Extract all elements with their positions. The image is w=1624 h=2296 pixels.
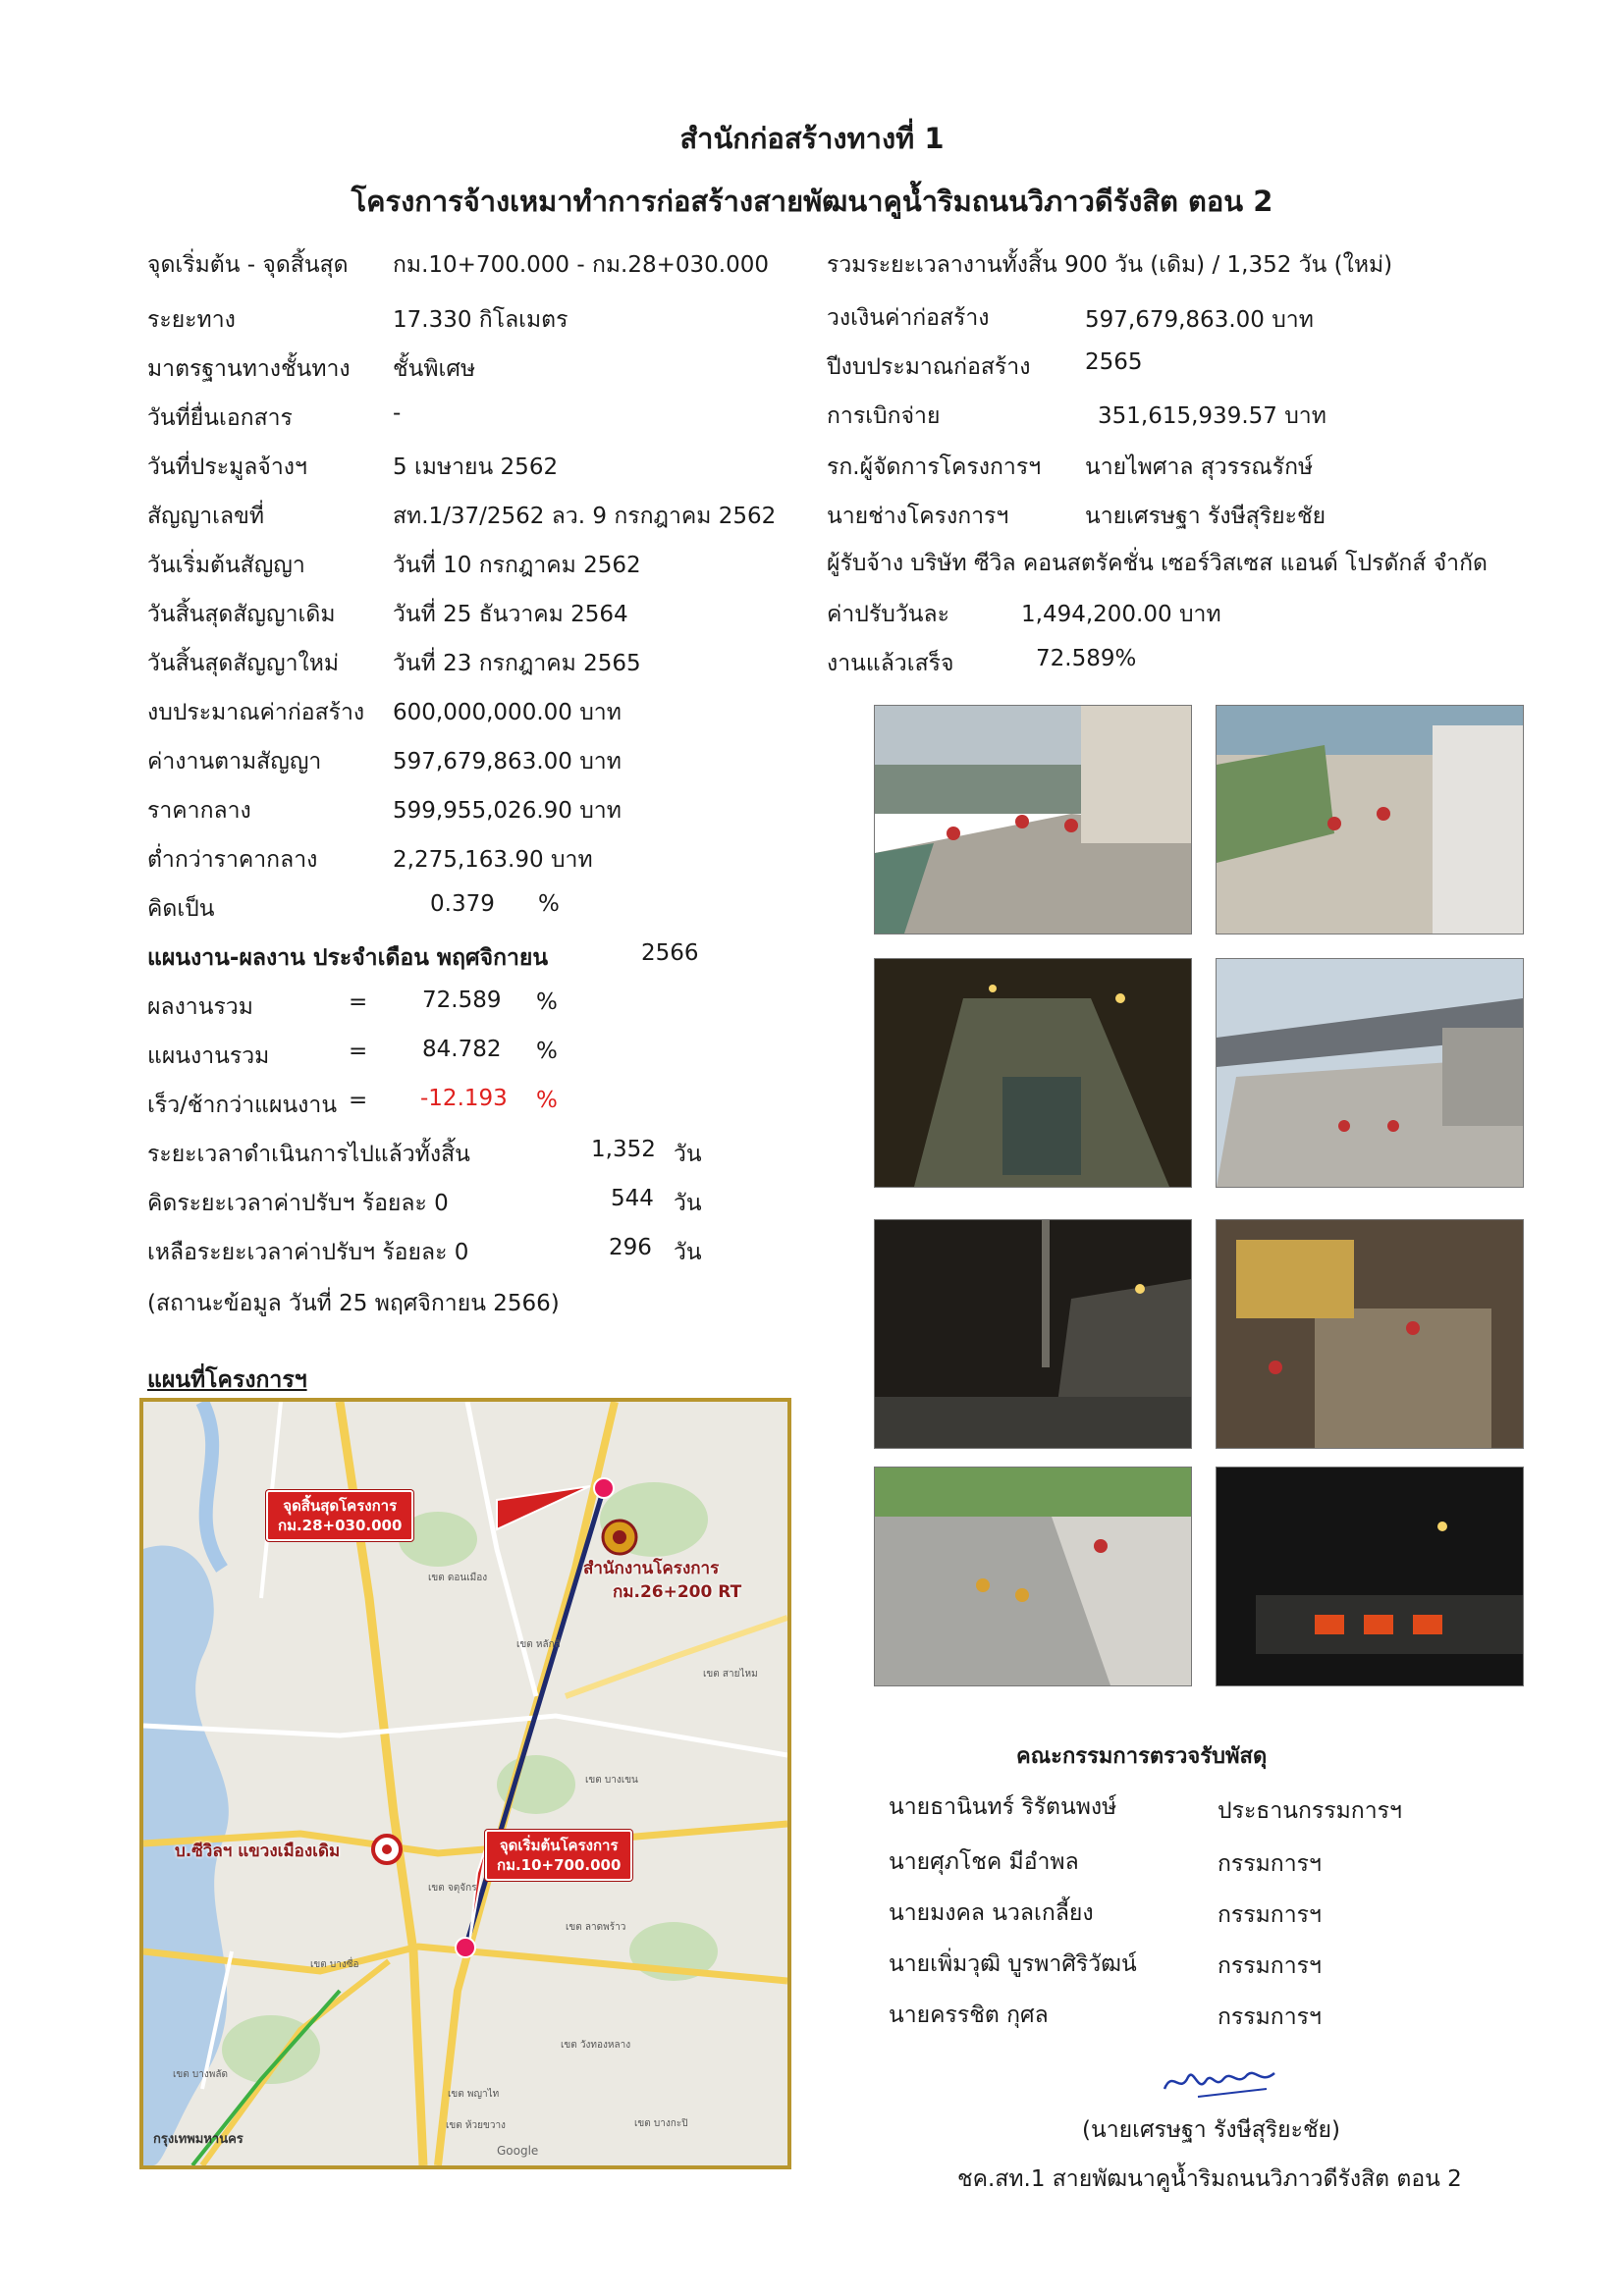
field-label: วันที่ยื่นเอกสาร (147, 405, 293, 431)
field-value: ชั้นพิเศษ (393, 356, 476, 382)
field-label: รก.ผู้จัดการโครงการฯ (827, 454, 1042, 480)
field-value: วันที่ 25 ธันวาคม 2564 (393, 602, 628, 627)
field-value: 17.330 กิโลเมตร (393, 307, 568, 333)
end-point-marker (594, 1478, 614, 1498)
time-value: 296 (609, 1235, 652, 1260)
construction-photo (874, 705, 1192, 934)
signer-name: (นายเศรษฐา รังษีสุริยะชัย) (1082, 2117, 1341, 2143)
map-place-label: เขต ดอนเมือง (428, 1573, 488, 1583)
office-title: สำนักก่อสร้างทางที่ 1 (679, 122, 945, 155)
done-value: 72.589% (1036, 646, 1137, 671)
map-canvas (143, 1402, 787, 2165)
committee-member-name: นายศุภโชค มีอำพล (889, 1849, 1079, 1875)
progress-year: 2566 (641, 940, 699, 966)
field-value: 2565 (1085, 349, 1143, 375)
progress-label: แผนงานรวม (147, 1043, 270, 1069)
field-value: สท.1/37/2562 ลว. 9 กรกฎาคม 2562 (393, 504, 777, 529)
construction-photo (874, 1467, 1192, 1686)
construction-photo (1216, 705, 1524, 934)
field-label: วงเงินค่าก่อสร้าง (827, 305, 990, 331)
committee-member-name: นายครรชิต กุศล (889, 2002, 1049, 2028)
start-callout-title: จุดเริ่มต้นโครงการ (499, 1837, 619, 1854)
time-label: คิดระยะเวลาค่าปรับฯ ร้อยละ 0 (147, 1191, 449, 1216)
committee-member-role: กรรมการฯ (1218, 1851, 1322, 1877)
field-value: นายไพศาล สุวรรณรักษ์ (1085, 454, 1314, 480)
time-unit: วัน (674, 1240, 702, 1265)
signer-position: ชค.สท.1 สายพัฒนาคูน้ำริมถนนวิภาวดีรังสิต ตอน 2 (957, 2166, 1462, 2192)
construction-photo (874, 958, 1192, 1188)
field-label: นายช่างโครงการฯ (827, 504, 1009, 529)
field-value: 599,955,026.90 บาท (393, 798, 622, 824)
project-map (139, 1398, 791, 2169)
construction-photo (1216, 1467, 1524, 1686)
start-point-callout (485, 1830, 632, 1881)
map-place-label: เขต วังทองหลาง (561, 2040, 631, 2051)
progress-eq: = (349, 989, 368, 1015)
committee-heading: คณะกรรมการตรวจรับพัสดุ (1016, 1744, 1268, 1769)
penalty-label: ค่าปรับวันละ (827, 602, 949, 627)
progress-label: ผลงานรวม (147, 994, 253, 1020)
office-tag-name: สำนักงานโครงการ (583, 1559, 720, 1578)
map-place-label: เขต บางกะปิ (634, 2118, 688, 2129)
field-value: วันที่ 10 กรกฎาคม 2562 (393, 553, 641, 578)
field-label: วันเริ่มต้นสัญญา (147, 553, 305, 578)
committee-member-role: กรรมการฯ (1218, 1953, 1322, 1979)
time-value: 1,352 (591, 1137, 656, 1162)
field-label: วันสิ้นสุดสัญญาเดิม (147, 602, 336, 627)
field-value: - (393, 400, 402, 426)
field-value: กม.10+700.000 - กม.28+030.000 (393, 252, 770, 278)
map-place-label: เขต จตุจักร (428, 1883, 477, 1894)
field-label: ระยะทาง (147, 307, 236, 333)
field-value: 5 เมษายน 2562 (393, 454, 559, 480)
field-label: ค่างานตามสัญญา (147, 749, 322, 774)
project-title: โครงการจ้างเหมาทำการก่อสร้างสายพัฒนาคูน้ำริมถนนวิภาวดีรังสิต ตอน 2 (351, 185, 1273, 218)
field-value: 600,000,000.00 บาท (393, 700, 622, 725)
map-heading: แผนที่โครงการฯ (147, 1367, 307, 1393)
progress-unit: % (536, 1088, 558, 1113)
map-place-label: เขต ลาดพร้าว (566, 1922, 626, 1933)
map-attribution: Google (497, 2144, 539, 2158)
construction-photo (1216, 958, 1524, 1188)
field-value: 597,679,863.00 บาท (1085, 307, 1314, 333)
field-label: การเบิกจ่าย (827, 403, 941, 429)
field-label: จุดเริ่มต้น - จุดสิ้นสุด (147, 252, 349, 278)
progress-label: เร็ว/ช้ากว่าแผนงาน (147, 1093, 338, 1118)
committee-member-role: กรรมการฯ (1218, 1902, 1322, 1928)
committee-member-name: นายเพิ่มวุฒิ บูรพาศิริวัฒน์ (889, 1951, 1137, 1977)
progress-value: 72.589 (422, 988, 502, 1013)
progress-value-behind: -12.193 (420, 1086, 508, 1111)
map-place-label: เขต สายไหม (703, 1669, 758, 1680)
penalty-value: 1,494,200.00 บาท (1021, 602, 1221, 627)
committee-member-name: นายธานินทร์ ริรัตนพงษ์ (889, 1794, 1117, 1820)
field-value: 351,615,939.57 บาท (1098, 403, 1326, 429)
progress-eq: = (349, 1088, 368, 1113)
office-tag-km: กม.26+200 RT (613, 1582, 742, 1602)
field-label: วันที่ประมูลจ้างฯ (147, 454, 307, 480)
field-value: นายเศรษฐา รังษีสุริยะชัย (1085, 504, 1326, 529)
map-city-label: กรุงเทพมหานคร (153, 2132, 244, 2147)
field-label: วันสิ้นสุดสัญญาใหม่ (147, 651, 340, 676)
progress-eq: = (349, 1039, 368, 1064)
consultant-tag: บ.ซีวิลฯ แขวงเมืองเดิม (175, 1842, 341, 1861)
field-label: คิดเป็น (147, 896, 215, 922)
contractor: ผู้รับจ้าง บริษัท ซีวิล คอนสตรัคชั่น เซอร์วิสเซส แอนด์ โปรดักส์ จำกัด (827, 551, 1488, 576)
progress-heading: แผนงาน-ผลงาน ประจำเดือน พฤศจิกายน (147, 945, 549, 971)
map-place-label: เขต พญาไท (448, 2089, 500, 2100)
field-value: วันที่ 23 กรกฎาคม 2565 (393, 651, 641, 676)
field-label: งบประมาณค่าก่อสร้าง (147, 700, 365, 725)
committee-member-name: นายมงคล นวลเกลี้ยง (889, 1900, 1094, 1926)
map-place-label: เขต บางซื่อ (310, 1959, 359, 1970)
time-unit: วัน (674, 1142, 702, 1167)
field-label: ปีงบประมาณก่อสร้าง (827, 354, 1031, 380)
end-callout-km: กม.28+030.000 (278, 1517, 403, 1534)
start-point-marker (456, 1938, 475, 1957)
field-value: 597,679,863.00 บาท (393, 749, 622, 774)
time-unit: วัน (674, 1191, 702, 1216)
progress-unit: % (536, 989, 558, 1015)
field-label: มาตรฐานทางชั้นทาง (147, 356, 351, 382)
committee-member-role: กรรมการฯ (1218, 2004, 1322, 2030)
map-place-label: เขต บางเขน (585, 1775, 638, 1786)
field-label: ต่ำกว่าราคากลาง (147, 847, 318, 873)
progress-value: 84.782 (422, 1037, 502, 1062)
end-callout-title: จุดสิ้นสุดโครงการ (283, 1497, 398, 1515)
field-unit: % (538, 891, 560, 917)
committee-member-role: ประธานกรรมการฯ (1218, 1798, 1402, 1824)
map-place-label: เขต ห้วยขวาง (446, 2120, 506, 2131)
end-point-callout (266, 1490, 413, 1541)
field-label: ราคากลาง (147, 798, 251, 824)
field-value: 2,275,163.90 บาท (393, 847, 593, 873)
start-callout-km: กม.10+700.000 (497, 1856, 622, 1874)
map-place-label: เขต บางพลัด (173, 2069, 228, 2080)
total-duration: รวมระยะเวลางานทั้งสิ้น 900 วัน (เดิม) / 1,352 วัน (ใหม่) (827, 252, 1393, 278)
time-label: ระยะเวลาดำเนินการไปแล้วทั้งสิ้น (147, 1142, 470, 1167)
construction-photo (1216, 1219, 1524, 1449)
handwritten-signature (1159, 2059, 1286, 2103)
done-label: งานแล้วเสร็จ (827, 651, 954, 676)
construction-photo (874, 1219, 1192, 1449)
map-place-label: เขต หลักสี่ (516, 1639, 561, 1650)
time-label: เหลือระยะเวลาค่าปรับฯ ร้อยละ 0 (147, 1240, 469, 1265)
progress-unit: % (536, 1039, 558, 1064)
field-value: 0.379 (430, 891, 495, 917)
field-label: สัญญาเลขที่ (147, 504, 264, 529)
time-value: 544 (611, 1186, 654, 1211)
status-note: (สถานะข้อมูล วันที่ 25 พฤศจิกายน 2566) (147, 1291, 560, 1316)
